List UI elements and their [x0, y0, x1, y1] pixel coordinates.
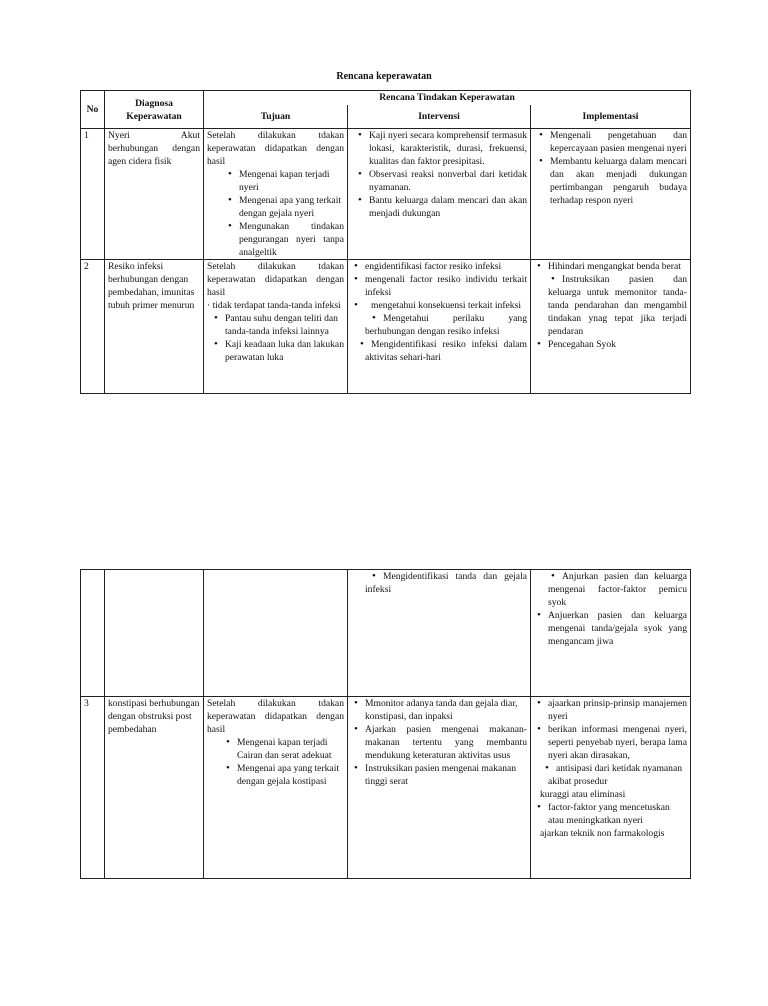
row-tujuan	[204, 697, 348, 879]
list-item: • Kaji keadaan luka dan lakukan perawatan luka	[225, 338, 344, 364]
row-tujuan	[204, 260, 348, 394]
row-diagnosa: konstipasi berhubungan dengan obstruksi post pembedahan	[105, 697, 204, 879]
list-item: • Observasi reaksi nonverbal dari ketidak nyamanan.	[369, 168, 527, 194]
row-implementasi	[531, 570, 691, 697]
row-implementasi	[531, 260, 691, 394]
row-no: 3	[81, 697, 105, 879]
header-rencana: Rencana Tindakan Keperawatan	[204, 91, 691, 105]
row-implementasi	[531, 129, 691, 260]
list-item: • Anjuerkan pasien dan keluarga mengenai tanda/gejala syok yang mengancam jiwa	[548, 609, 687, 648]
document-title: Rencana keperawatan	[336, 71, 432, 82]
row-intervensi	[348, 697, 531, 879]
list-item: • Hihindari mengangkat benda berat	[548, 260, 687, 273]
list-item: • Mengenai apa yang terkait dengan gejala nyeri	[239, 194, 344, 220]
list-item: • Mengenai kapan terjadi nyeri	[239, 168, 344, 194]
row-no: 2	[81, 260, 105, 394]
row-intervensi	[348, 260, 531, 394]
header-no: No	[81, 91, 105, 129]
row-intervensi	[348, 570, 531, 697]
care-plan-table	[80, 90, 691, 394]
list-item: • Pantau suhu dengan teliti dan tanda-tanda infeksi lainnya	[225, 312, 344, 338]
list-item: • Instruksikan pasien mengenai makanan tinggi serat	[365, 762, 527, 788]
row-intervensi	[348, 129, 531, 260]
list-item: • mengetahui konsekuensi terkait infeksi	[365, 299, 527, 312]
table-row	[81, 697, 691, 879]
list-item: • Mengetahui perilaku yang berhubungan dengan resiko infeksi	[365, 312, 527, 338]
tujuan-intro: Setelah dilakukan tdakan keperawatan didapatkan dengan hasil	[207, 130, 344, 167]
tujuan-first: · tidak terdapat tanda-tanda infeksi	[207, 300, 341, 311]
list-item: • Bantu keluarga dalam mencari dan akan menjadi dukungan	[369, 194, 527, 220]
list-item: • engidentifikasi factor resiko infeksi	[365, 260, 527, 273]
list-item: • Mengunakan tindakan pengurangan nyeri tanpa analgeltik	[239, 220, 344, 259]
table-row	[81, 570, 691, 697]
tujuan-intro: Setelah dilakukan tdakan keperawatan didapatkan dengan hasil	[207, 698, 344, 735]
list-item: • Mmonitor adanya tanda dan gejala diar, konstipasi, dan inpaksi	[365, 697, 527, 723]
row-diagnosa: Resiko infeksi berhubungan dengan pembedahan, imunitas tubuh primer menurun	[105, 260, 204, 394]
list-item: • berikan informasi mengenai nyeri, seperti penyebab nyeri, berapa lama nyeri akan dirasakan,	[548, 723, 687, 762]
list-item: • Ajarkan pasien mengenai makanan-makanan tertentu yang membantu mendukung keteraturan aktivitas usus	[365, 723, 527, 762]
list-item-plain: kuraggi atau eliminasi	[540, 789, 626, 800]
list-item: • ajaarkan prinsip-prinsip manajemen nyeri	[548, 697, 687, 723]
list-item: • Membantu keluarga dalam mencari dan akan menjadi dukungan pertimbangan pengaruh budaya terhadap respon nyeri	[550, 155, 687, 207]
row-diagnosa: Nyeri Akut berhubungan dengan agen cidera fisik	[105, 129, 204, 260]
list-item: • Mengidentifikasi tanda dan gejala infeksi	[365, 570, 527, 596]
header-diagnosa: Diagnosa Keperawatan	[105, 91, 204, 129]
table-row	[81, 129, 691, 260]
list-item: • Pencegahan Syok	[548, 338, 687, 351]
list-item: • antisipasi dari ketidak nyamanan akibat prosedur	[548, 762, 687, 788]
header-intervensi: Intervensi	[348, 105, 531, 129]
tujuan-intro: Setelah dilakukan tdakan keperawatan didapatkan dengan hasil	[207, 261, 344, 298]
table-row	[81, 260, 691, 394]
row-tujuan	[204, 129, 348, 260]
list-item: • Mengenai apa yang terkait dengan gejala kostipasi	[237, 762, 344, 788]
list-item: • Anjurkan pasien dan keluarga mengenai factor-faktor pemicu syok	[548, 570, 687, 609]
row-no: 1	[81, 129, 105, 260]
header-implementasi: Implementasi	[531, 105, 691, 129]
list-item: • mengenali factor resiko individu terkait infeksi	[365, 273, 527, 299]
header-tujuan: Tujuan	[204, 105, 348, 129]
list-item: • Mengenali pengetahuan dan kepercayaan pasien mengenai nyeri	[550, 129, 687, 155]
list-item: • factor-faktor yang mencetuskan atau meningkatkan nyeri	[548, 801, 687, 827]
list-item-plain: ajarkan teknik non farmakologis	[540, 828, 665, 839]
list-item: • Instruksikan pasien dan keluarga untuk memonitor tanda-tanda pendarahan dan mengambil tindakan ynag tepat jika terjadi pendaran	[548, 273, 687, 338]
care-plan-table-continued	[80, 569, 691, 879]
list-item: • Mengenai kapan terjadi Cairan dan serat adekuat	[237, 736, 344, 762]
row-implementasi	[531, 697, 691, 879]
list-item: • Mengidentifikasi resiko infeksi dalam aktivitas sehari-hari	[365, 338, 527, 364]
list-item: • Kaji nyeri secara komprehensif termasuk lokasi, karakteristik, durasi, frekuensi, kualitas dan faktor presipitasi.	[369, 129, 527, 168]
